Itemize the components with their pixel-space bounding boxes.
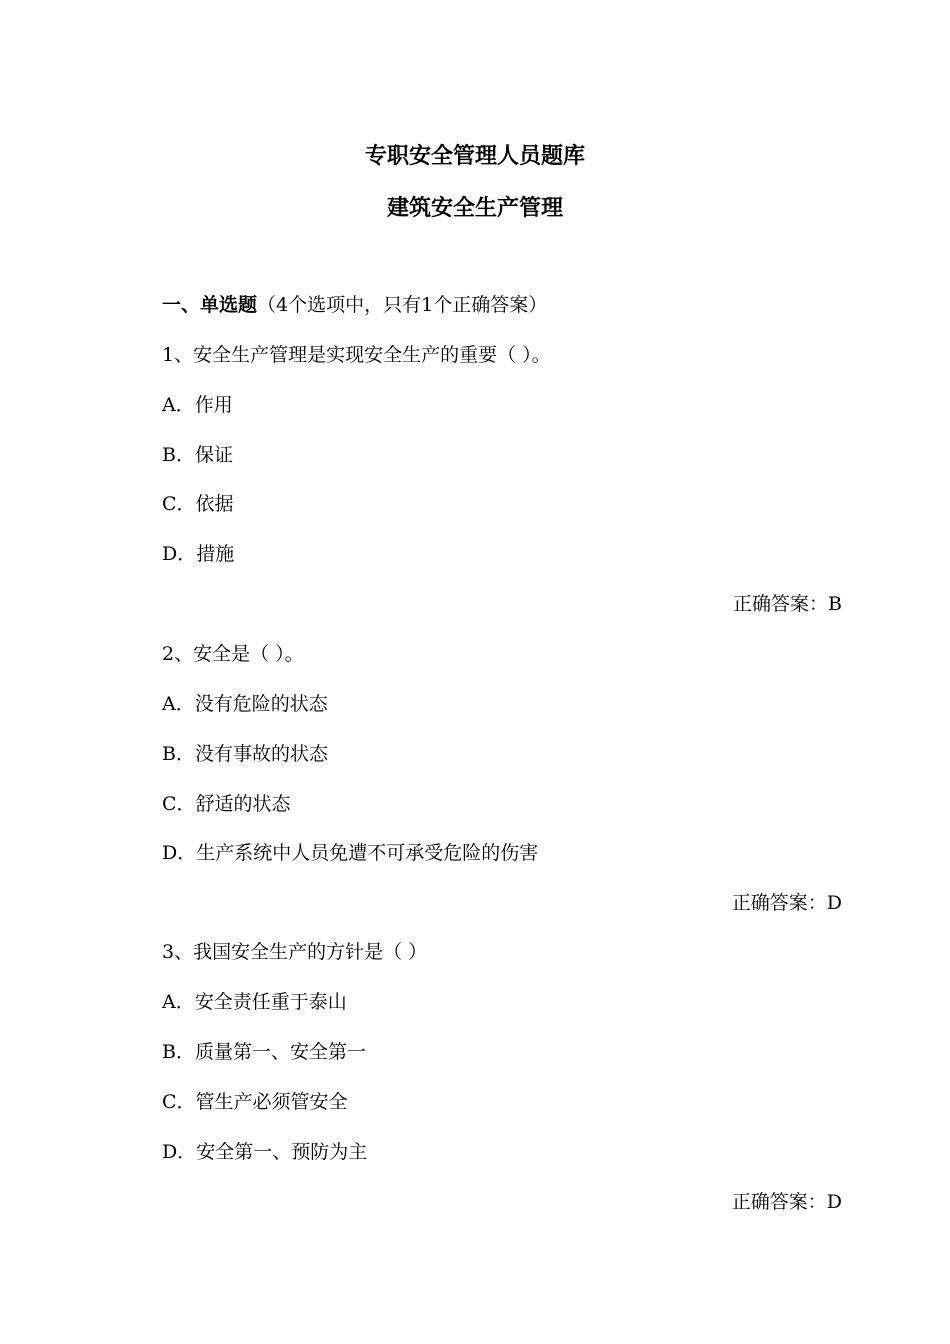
question-3-option-b: B．质量第一、安全第一 — [162, 1041, 366, 1063]
question-2-option-a: A．没有危险的状态 — [162, 693, 328, 715]
section-note: （4个选项中，只有1个正确答案） — [257, 294, 548, 316]
question-1-answer: 正确答案：B — [733, 593, 842, 615]
question-2-stem: 2、安全是（ ）。 — [162, 643, 304, 665]
question-1-option-a: A．作用 — [162, 394, 233, 416]
question-1-stem: 1、安全生产管理是实现安全生产的重要（ ）。 — [162, 344, 551, 366]
section-heading: 一、单选题 — [162, 294, 258, 316]
section-header — [162, 291, 547, 319]
document-subtitle: 建筑安全生产管理 — [386, 195, 563, 221]
question-2-answer: 正确答案：D — [731, 892, 842, 914]
document-title: 专职安全管理人员题库 — [364, 143, 585, 169]
question-3-stem: 3、我国安全生产的方针是（ ） — [162, 941, 428, 963]
question-2-option-c: C．舒适的状态 — [162, 793, 291, 815]
question-3-option-c: C．管生产必须管安全 — [162, 1091, 348, 1113]
question-1-option-b: B．保证 — [162, 444, 233, 466]
question-2-option-b: B．没有事故的状态 — [162, 743, 328, 765]
question-1-option-c: C．依据 — [162, 493, 234, 515]
question-3-option-d: D．安全第一、预防为主 — [162, 1141, 368, 1163]
question-1-option-d: D．措施 — [162, 543, 235, 565]
question-2-option-d: D．生产系统中人员免遭不可承受危险的伤害 — [162, 842, 539, 864]
question-3-option-a: A．安全责任重于泰山 — [162, 991, 347, 1013]
question-3-answer: 正确答案：D — [731, 1191, 842, 1213]
